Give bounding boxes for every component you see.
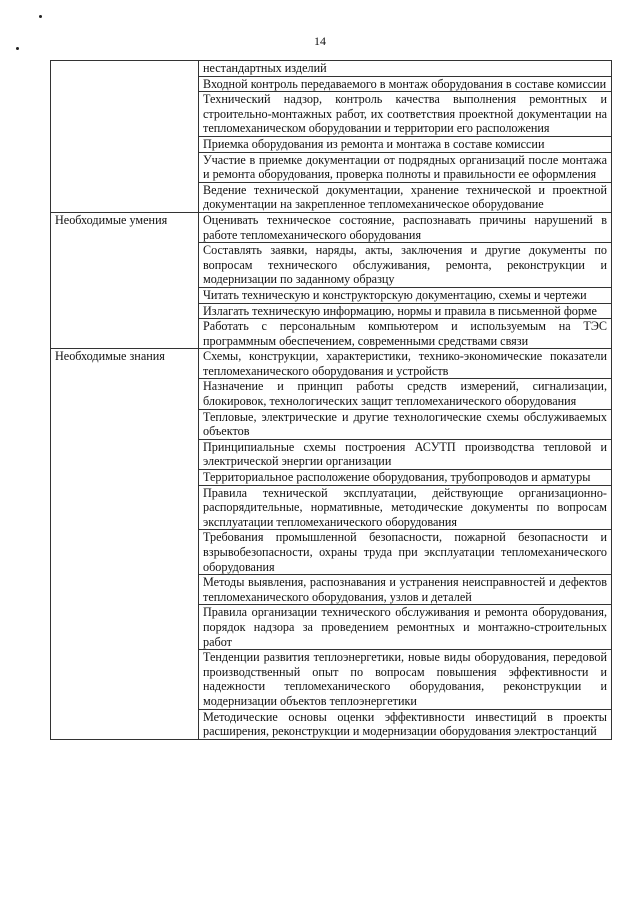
table-cell: Приемка оборудования из ремонта и монтажа в составе комиссии [199,136,612,152]
table-cell: нестандартных изделий [199,61,612,77]
row-label [51,61,199,213]
table-cell: Работать с персональным компьютером и используемым на ТЭС программным обеспечением, современными средствами связи [199,319,612,349]
table-cell: Тепловые, электрические и другие технологические схемы обслуживаемых объектов [199,409,612,439]
table-row [51,349,612,379]
table-cell: Территориальное расположение оборудования, трубопроводов и арматуры [199,470,612,486]
table-cell: Требования промышленной безопасности, пожарной безопасности и взрывобезопасности, охраны труда при эксплуатации тепломеханического оборудования [199,530,612,575]
table-cell: Методы выявления, распознавания и устранения неисправностей и дефектов тепломеханического оборудования, узлов и деталей [199,575,612,605]
table-row [51,61,612,77]
table-cell: Схемы, конструкции, характеристики, технико-экономические показатели тепломеханического оборудования и устройств [199,349,612,379]
table-cell: Технический надзор, контроль качества выполнения ремонтных и строительно-монтажных работ, их соответствия проектной документации на тепломеханическом оборудовании и территории его расположения [199,92,612,137]
table-row [51,212,612,242]
competency-table [50,60,612,740]
row-label-skills: Необходимые умения [51,212,199,348]
table-cell: Ведение технической документации, хранение технической и проектной документации на закрепленное тепломеханическое оборудование [199,182,612,212]
table-cell: Назначение и принцип работы средств измерений, сигнализации, блокировок, технологических защит тепломеханического оборудования [199,379,612,409]
table-cell: Тенденции развития теплоэнергетики, новые виды оборудования, передовой производственный опыт по вопросам повышения эффективности и надежности тепломеханического оборудования, реконструкции и модернизации объектов теплоэнергетики [199,650,612,709]
page-number: 14 [314,34,326,48]
table-cell: Правила организации технического обслуживания и ремонта оборудования, порядок надзора за проведением ремонтных и монтажно-строительных работ [199,605,612,650]
table-cell: Входной контроль передаваемого в монтаж оборудования в составе комиссии [199,76,612,92]
table-cell: Принципиальные схемы построения АСУТП производства тепловой и электрической энергии организации [199,439,612,469]
table-cell: Участие в приемке документации от подрядных организаций после монтажа и ремонта оборудования, проверка полноты и правильности ее оформления [199,152,612,182]
table-cell: Оценивать техническое состояние, распознавать причины нарушений в работе тепломеханического оборудования [199,212,612,242]
scan-speck-top [39,15,42,18]
table-cell: Составлять заявки, наряды, акты, заключения и другие документы по вопросам технического обслуживания, ремонта, реконструкции и модернизации по заданному образцу [199,243,612,288]
row-label-knowledge: Необходимые знания [51,349,199,739]
table-cell: Излагать техническую информацию, нормы и правила в письменной форме [199,303,612,319]
table-cell: Читать техническую и конструкторскую документацию, схемы и чертежи [199,287,612,303]
table-cell: Методические основы оценки эффективности инвестиций в проекты расширения, реконструкции и модернизации оборудования электростанций [199,709,612,739]
table-cell: Правила технической эксплуатации, действующие организационно-распорядительные, нормативные, методические документы по вопросам эксплуатации тепломеханического оборудования [199,485,612,530]
